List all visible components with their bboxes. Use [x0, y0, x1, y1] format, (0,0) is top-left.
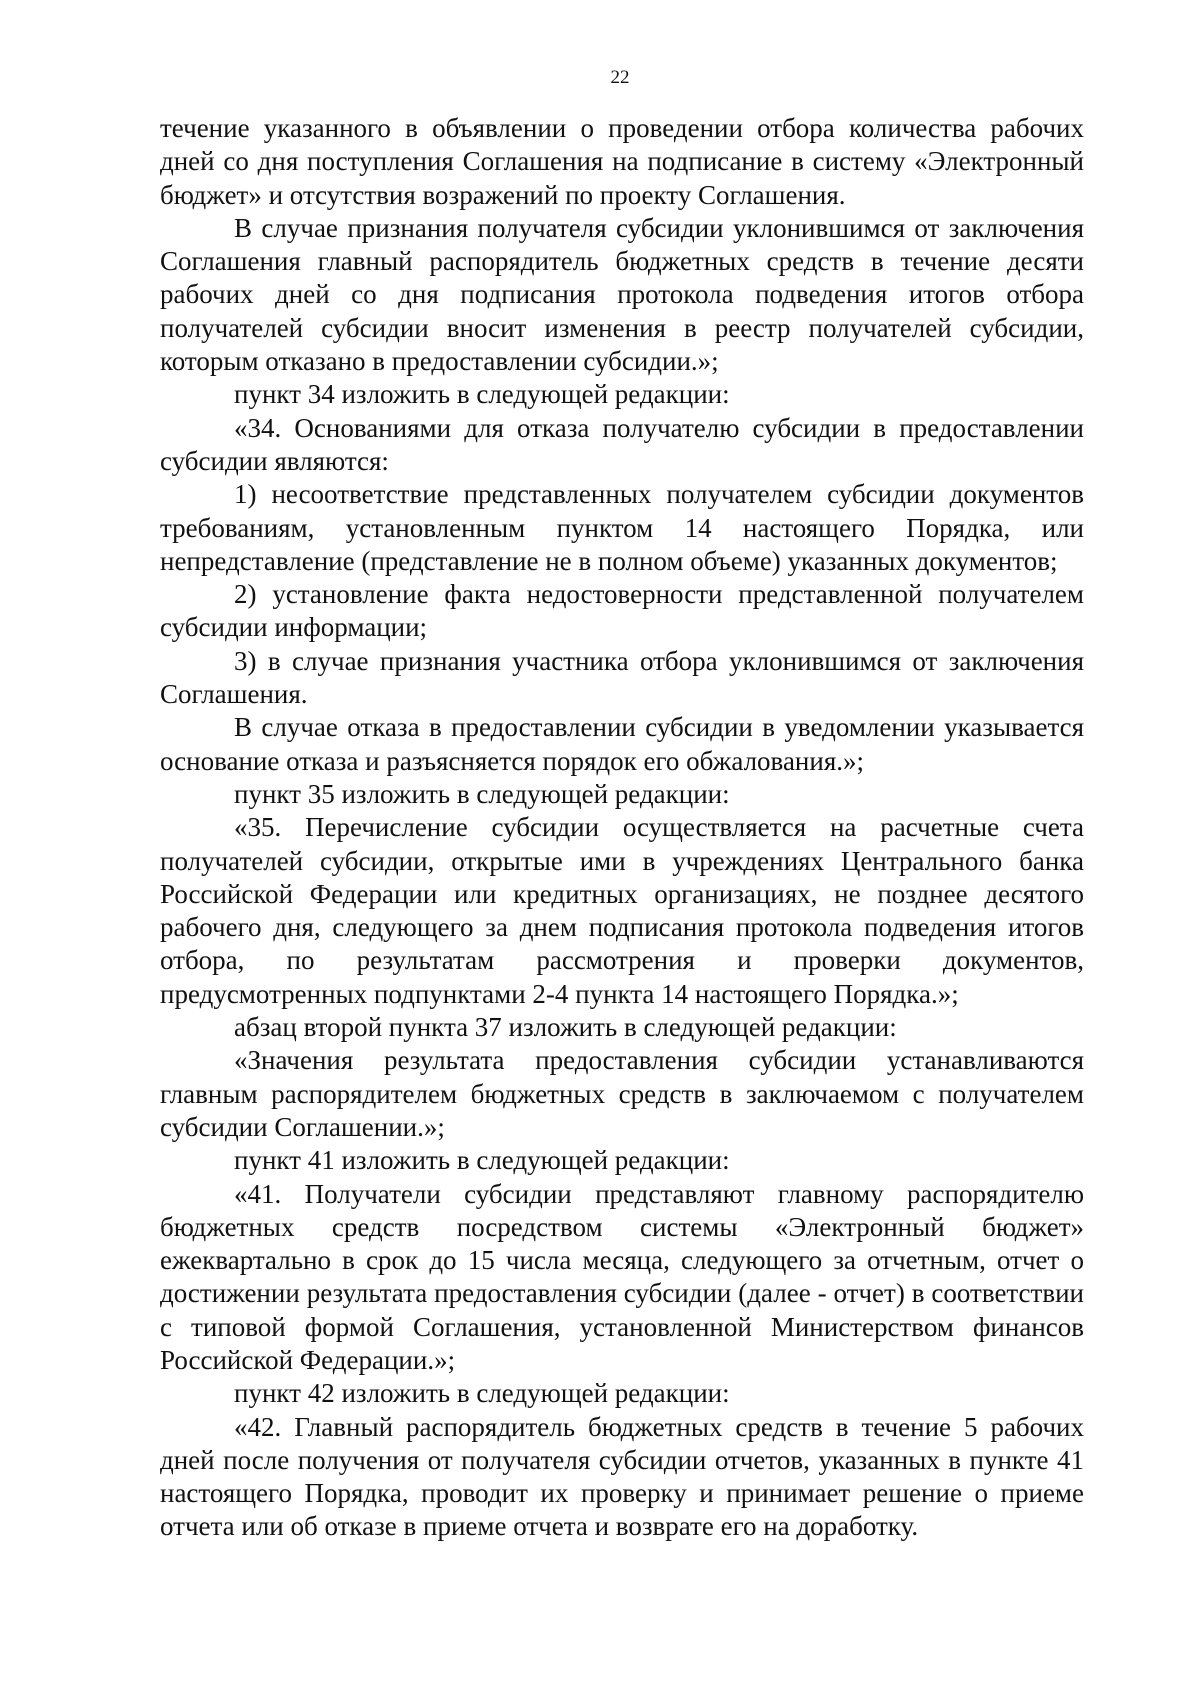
paragraph-item-35: «35. Перечисление субсидии осуществляется на расчетные счета получателей субсидии, открытые ими в учреждениях Центрального банка Российской Федерации или кредитных организациях, не позднее десятого рабочего дня, следующего за днем подписания протокола подведения итогов отбора, по результатам рассмотрения и проверки документов, предусмотренных подпунктами 2-4 пункта 14 настоящего Порядка.»; [160, 812, 1084, 1009]
paragraph-amend-item-35: пункт 35 изложить в следующей редакции: [234, 778, 730, 809]
paragraph-item-34-sub-1: 1) несоответствие представленных получателем субсидии документов требованиям, установленным пунктом 14 настоящего Порядка, или непредставление (представление не в полном объеме) указанных документов; [160, 479, 1084, 576]
paragraph-item-34-sub-2: 2) установление факта недостоверности представленной получателем субсидии информации; [160, 579, 1084, 643]
page-number: 22 [610, 67, 630, 88]
paragraph-refusal-notice: В случае отказа в предоставлении субсидии в уведомлении указывается основание отказа и разъясняется порядок его обжалования.»; [160, 712, 1084, 776]
paragraph-amend-item-34: пункт 34 изложить в следующей редакции: [234, 379, 730, 410]
paragraph-amend-item-42: пункт 42 изложить в следующей редакции: [234, 1378, 730, 1409]
document-body [160, 112, 1084, 1544]
paragraph-item-34-sub-3: 3) в случае признания участника отбора уклонившимся от заключения Соглашения. [160, 645, 1084, 710]
paragraph-amend-item-41: пункт 41 изложить в следующей редакции: [234, 1145, 730, 1176]
paragraph-item-37: «Значения результата предоставления субсидии устанавливаются главным распорядителем бюджетных средств в заключаемом с получателем субсидии Соглашении.»; [160, 1045, 1084, 1142]
paragraph-item-42: «42. Главный распорядитель бюджетных средств в течение 5 рабочих дней после получения от получателя субсидии отчетов, указанных в пункте 41 настоящего Порядка, проводит их проверку и принимает решение о приеме отчета или об отказе в приеме отчета и возврате его на доработку. [160, 1411, 1084, 1542]
paragraph-item-34: «34. Основаниями для отказа получателю субсидии в предоставлении субсидии являются: [160, 412, 1084, 476]
paragraph-evasion-case: В случае признания получателя субсидии уклонившимся от заключения Соглашения главный распорядитель бюджетных средств в течение десяти рабочих дней со дня подписания протокола подведения итогов отбора получателей субсидии вносит изменения в реестр получателей субсидии, которым отказано в предоставлении субсидии.»; [160, 212, 1084, 377]
paragraph-continuation: течение указанного в объявлении о проведении отбора количества рабочих дней со дня поступления Соглашения на подписание в систему «Электронный бюджет» и отсутствия возражений по проекту Соглашения. [160, 113, 1084, 210]
paragraph-item-41: «41. Получатели субсидии представляют главному распорядителю бюджетных средств посредством системы «Электронный бюджет» ежеквартально в срок до 15 числа месяца, следующего за отчетным, отчет о достижении результата предоставления субсидии (далее - отчет) в соответствии с типовой формой Соглашения, установленной Министерством финансов Российской Федерации.»; [160, 1178, 1084, 1375]
paragraph-amend-item-37: абзац второй пункта 37 изложить в следующей редакции: [234, 1012, 897, 1043]
